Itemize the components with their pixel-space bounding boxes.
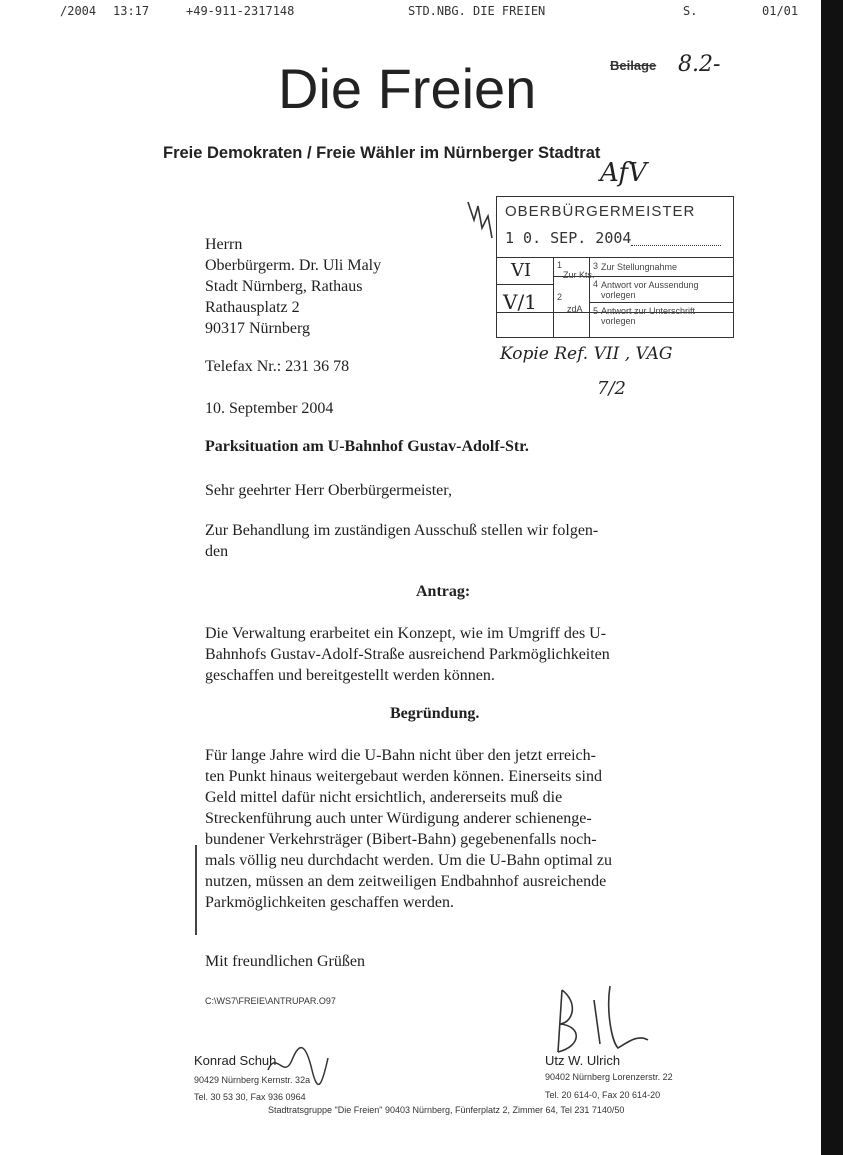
letter-date: 10. September 2004 xyxy=(205,400,334,417)
stamp-row3-num: 2 xyxy=(557,292,563,302)
signer-phone: Tel. 30 53 30, Fax 936 0964 xyxy=(194,1092,306,1102)
signer-name: Konrad Schuh xyxy=(194,1053,277,1068)
antrag-line: geschaffen und bereitgestellt werden können. xyxy=(205,667,495,684)
intro-line: Zur Behandlung im zuständigen Ausschuß stellen wir folgen- xyxy=(205,522,599,539)
intro-line: den xyxy=(205,543,229,560)
fax-header xyxy=(0,4,820,20)
stamp-date: 1 0. SEP. 2004 xyxy=(505,229,632,247)
kopie-handwriting: Kopie Ref. VII , VAG xyxy=(500,344,673,364)
stamp-row3-num2: 5 xyxy=(593,306,599,316)
beilage-label: Beilage xyxy=(610,58,657,73)
antrag-heading: Antrag: xyxy=(416,583,471,600)
fax-number: +49-911-2317148 xyxy=(186,4,295,18)
begruendung-line: mals völlig neu durchdacht werden. Um die U-Bahn optimal zu xyxy=(205,852,613,869)
beilage-handwriting: 8.2- xyxy=(678,52,721,77)
stamp-row1-num: 1 xyxy=(557,260,563,270)
stamp-grid xyxy=(497,257,733,338)
address-line: 90317 Nürnberg xyxy=(205,320,311,337)
stamp-row2-action: Antwort vor Aussendung vorlegen xyxy=(601,280,699,300)
fax-page: 01/01 xyxy=(762,4,799,18)
closing: Mit freundlichen Grüßen xyxy=(205,953,365,970)
scan-edge xyxy=(821,0,843,1155)
subject-line: Parksituation am U-Bahnhof Gustav-Adolf-Str. xyxy=(205,438,529,455)
initial-scribble xyxy=(464,198,494,242)
signature-ulrich xyxy=(548,982,658,1062)
file-reference: C:\WS7\FREIE\ANTRUPAR.O97 xyxy=(205,996,336,1006)
fax-sender: STD.NBG. DIE FREIEN xyxy=(408,4,546,18)
address-line: Herrn xyxy=(205,236,243,253)
begruendung-line: Streckenführung auch unter Würdigung anderer schienenge- xyxy=(205,810,592,827)
stamp-row1-label: Zur Kts. xyxy=(563,270,595,280)
letterhead-subtitle: Freie Demokraten / Freie Wähler im Nürnberger Stadtrat xyxy=(163,144,601,162)
stamp-row3-left: V/1 xyxy=(503,290,537,314)
address-line: Stadt Nürnberg, Rathaus xyxy=(205,278,363,295)
signer-phone: Tel. 20 614-0, Fax 20 614-20 xyxy=(545,1090,661,1100)
signer-address: 90402 Nürnberg Lorenzerstr. 22 xyxy=(545,1072,673,1082)
signer-address: 90429 Nürnberg Kernstr. 32a xyxy=(194,1075,311,1085)
begruendung-line: Geld mittel dafür nicht ersichtlich, andererseits muß die xyxy=(205,789,563,806)
address-line: Oberbürgerm. Dr. Uli Maly xyxy=(205,257,382,274)
begruendung-heading: Begründung. xyxy=(390,705,480,722)
address-line: Rathausplatz 2 xyxy=(205,299,300,316)
received-stamp xyxy=(496,196,734,338)
stamp-row1-num2: 3 xyxy=(593,261,599,271)
signer-name: Utz W. Ulrich xyxy=(545,1053,621,1068)
fax-page-label: S. xyxy=(683,4,698,18)
antrag-line: Die Verwaltung erarbeitet ein Konzept, wie im Umgriff des U- xyxy=(205,625,607,642)
fax-time: 13:17 xyxy=(113,4,150,18)
kopie-sub-handwriting: 7/2 xyxy=(597,378,626,399)
afv-handwriting: AfV xyxy=(600,158,647,188)
stamp-dotted-line xyxy=(631,245,721,246)
stamp-row2-num2: 4 xyxy=(593,279,599,289)
margin-mark xyxy=(195,845,197,935)
letterhead-title: Die Freien xyxy=(278,57,537,120)
stamp-row1-left: VI xyxy=(511,260,532,281)
footer-address: Stadtratsgruppe "Die Freien" 90403 Nürnberg, Fünferplatz 2, Zimmer 64, Tel 231 7140/50 xyxy=(268,1105,625,1115)
salutation: Sehr geehrter Herr Oberbürgermeister, xyxy=(205,482,452,499)
fax-date: /2004 xyxy=(60,4,97,18)
stamp-row1-action: Zur Stellungnahme xyxy=(601,262,678,272)
begruendung-line: Für lange Jahre wird die U-Bahn nicht über den jetzt erreich- xyxy=(205,747,596,764)
telefax-number: Telefax Nr.: 231 36 78 xyxy=(205,358,350,375)
stamp-row3-action: Antwort zur Unterschrift vorlegen xyxy=(601,306,696,326)
stamp-title: OBERBÜRGERMEISTER xyxy=(505,203,696,220)
antrag-line: Bahnhofs Gustav-Adolf-Straße ausreichend Parkmöglichkeiten xyxy=(205,646,610,663)
begruendung-line: bundener Verkehrsträger (Bibert-Bahn) gegebenenfalls noch- xyxy=(205,831,597,848)
begruendung-line: ten Punkt hinaus weitergebaut werden können. Einerseits sind xyxy=(205,768,602,785)
begruendung-line: nutzen, müssen an dem zeitweiligen Endbahnhof ausreichende xyxy=(205,873,607,890)
begruendung-line: Parkmöglichkeiten geschaffen werden. xyxy=(205,894,454,911)
stamp-row3-label: zdA xyxy=(567,304,583,314)
